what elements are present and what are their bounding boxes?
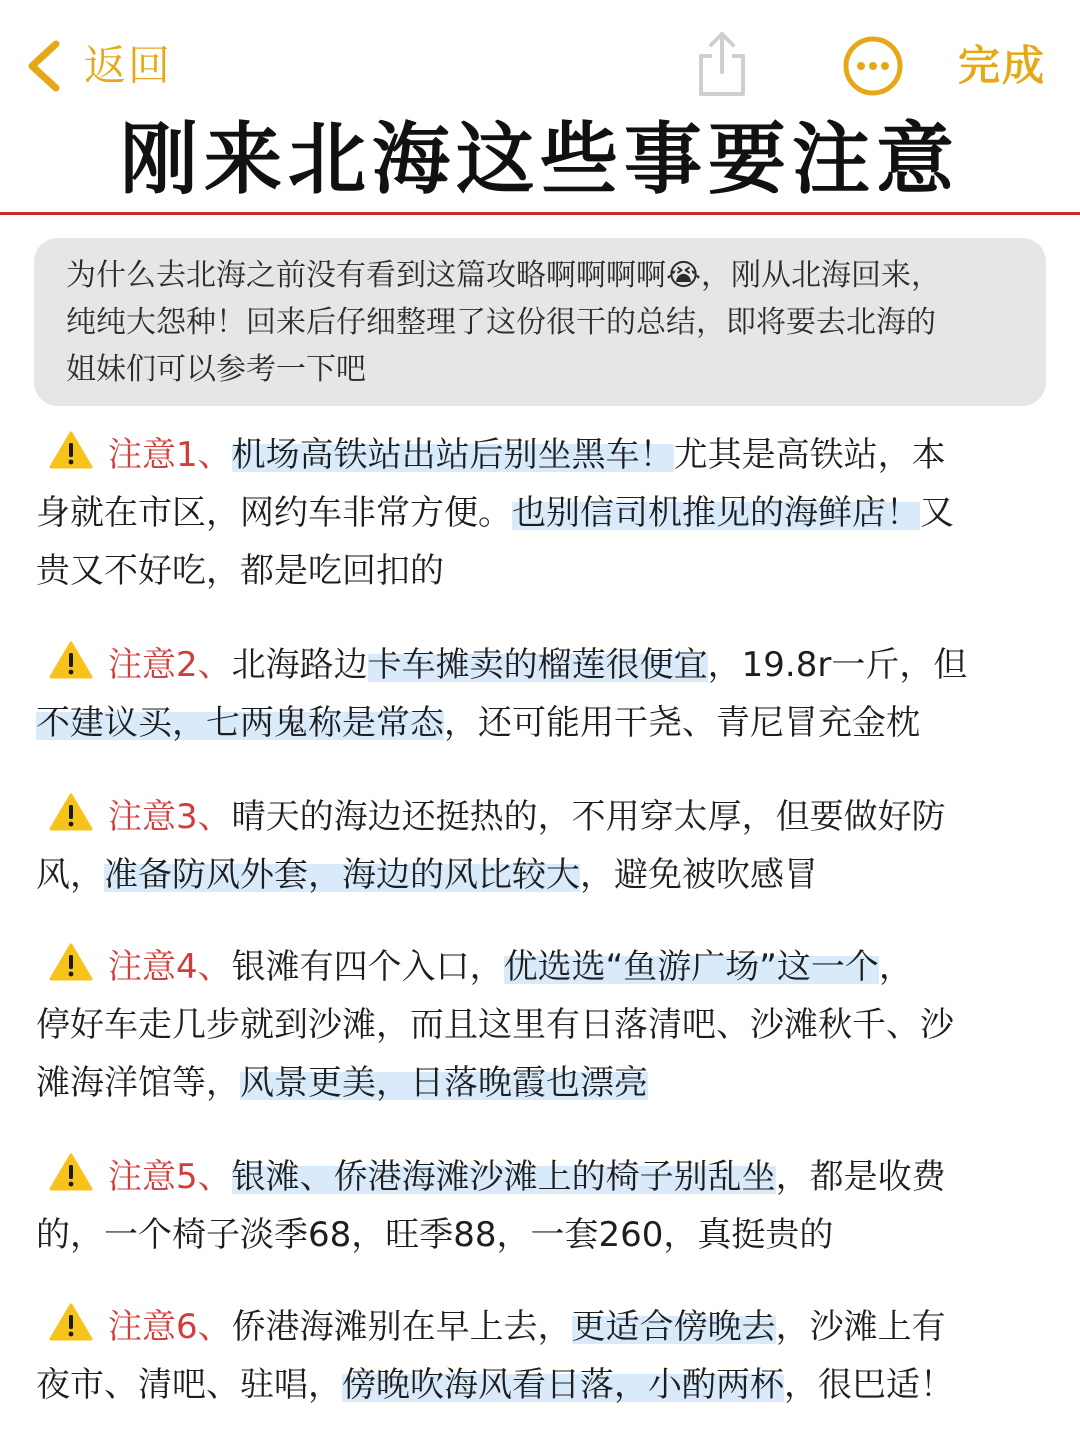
title-divider <box>0 212 1080 215</box>
tip-text: 晴天的海边还挺热的，不用穿太厚，但要做好防 <box>231 797 946 837</box>
tip-text: 风， <box>36 855 104 895</box>
tip-label: 注意1、 <box>108 435 232 475</box>
tip-line <box>36 636 1046 694</box>
tip-text: 又 <box>920 493 954 533</box>
tip-text: 银滩有四个入口， <box>231 947 504 987</box>
tip-line <box>36 542 1046 600</box>
tip-label: 注意3、 <box>108 797 232 837</box>
tip-highlight: 傍晚吹海风看日落，小酌两杯 <box>342 1365 784 1405</box>
tip-line <box>36 1054 1046 1112</box>
tip-label: 注意6、 <box>108 1307 232 1347</box>
tip-text: 尤其是高铁站，本 <box>673 435 946 475</box>
tip-line <box>36 694 1046 752</box>
tip-line <box>36 426 1046 484</box>
tip-line <box>36 1298 1046 1356</box>
tip-line <box>36 484 1046 542</box>
done-button[interactable]: 完成 <box>958 41 1047 90</box>
tip-text: 的，一个椅子淡季68，旺季88，一套260，真挺贵的 <box>36 1215 834 1255</box>
share-icon[interactable] <box>693 30 751 98</box>
nav-bar <box>0 0 1080 120</box>
tip-line <box>36 788 1046 846</box>
tip-label: 注意5、 <box>108 1157 232 1197</box>
tip-3 <box>36 788 1046 904</box>
tip-highlight: 不建议买，七两鬼称是常态 <box>36 703 444 743</box>
tip-2 <box>36 636 1046 752</box>
tip-text: 北海路边 <box>231 645 368 685</box>
tip-text: 身就在市区，网约车非常方便。 <box>36 493 512 533</box>
tip-5 <box>36 1148 1046 1264</box>
tip-text: 侨港海滩别在早上去， <box>231 1307 572 1347</box>
intro-box <box>34 238 1046 406</box>
back-label: 返回 <box>84 41 173 90</box>
tip-text: ，避免被吹感冒 <box>580 855 818 895</box>
warning-icon <box>48 942 94 982</box>
tip-highlight: 准备防风外套，海边的风比较大 <box>104 855 580 895</box>
page-title: 刚来北海这些事要注意 <box>119 115 960 205</box>
tip-line <box>36 1356 1046 1414</box>
warning-icon <box>48 1302 94 1342</box>
tip-highlight: 卡车摊卖的榴莲很便宜 <box>367 645 708 685</box>
warning-icon <box>48 792 94 832</box>
tip-highlight: 优选选“鱼游广场”这一个 <box>503 947 879 987</box>
tip-line <box>36 1148 1046 1206</box>
tip-highlight: 机场高铁站出站后别坐黑车！ <box>231 435 674 475</box>
tip-label: 注意2、 <box>108 645 232 685</box>
tip-text: ，很巴适！ <box>784 1365 954 1405</box>
tip-text: ，沙滩上有 <box>775 1307 946 1347</box>
tip-line <box>36 1206 1046 1264</box>
tip-text: ，19.8r一斤，但 <box>707 645 968 685</box>
tip-text: ，还可能用干尧、青尼冒充金枕 <box>444 703 920 743</box>
back-button[interactable] <box>22 36 172 96</box>
tip-text: 夜市、清吧、驻唱， <box>36 1365 342 1405</box>
tip-label: 注意4、 <box>108 947 232 987</box>
warning-icon <box>48 640 94 680</box>
tip-highlight: 更适合傍晚去 <box>571 1307 776 1347</box>
tip-text: 停好车走几步就到沙滩，而且这里有日落清吧、沙滩秋千、沙 <box>36 1005 954 1045</box>
warning-icon <box>48 430 94 470</box>
more-icon[interactable] <box>842 35 904 97</box>
tip-line <box>36 938 1046 996</box>
tip-text: 贵又不好吃，都是吃回扣的 <box>36 551 444 591</box>
tip-line <box>36 996 1046 1054</box>
tip-highlight: 风景更美，日落晚霞也漂亮 <box>240 1063 648 1103</box>
tip-text: ，都是收费 <box>775 1157 946 1197</box>
tip-6 <box>36 1298 1046 1414</box>
intro-line-2: 纯纯大怨种！回来后仔细整理了这份很干的总结，即将要去北海的 <box>66 305 936 340</box>
tip-text: 滩海洋馆等， <box>36 1063 240 1103</box>
tip-highlight: 银滩、侨港海滩沙滩上的椅子别乱坐 <box>231 1157 776 1197</box>
warning-icon <box>48 1152 94 1192</box>
chevron-left-icon <box>22 38 66 94</box>
intro-line-3: 姐妹们可以参考一下吧 <box>66 352 366 387</box>
tip-line <box>36 846 1046 904</box>
tip-1 <box>36 426 1046 600</box>
tip-text: ， <box>878 947 913 987</box>
tip-highlight: 也别信司机推见的海鲜店！ <box>512 493 920 533</box>
intro-line-1: 为什么去北海之前没有看到这篇攻略啊啊啊啊😭，刚从北海回来， <box>66 258 942 293</box>
tip-4 <box>36 938 1046 1112</box>
